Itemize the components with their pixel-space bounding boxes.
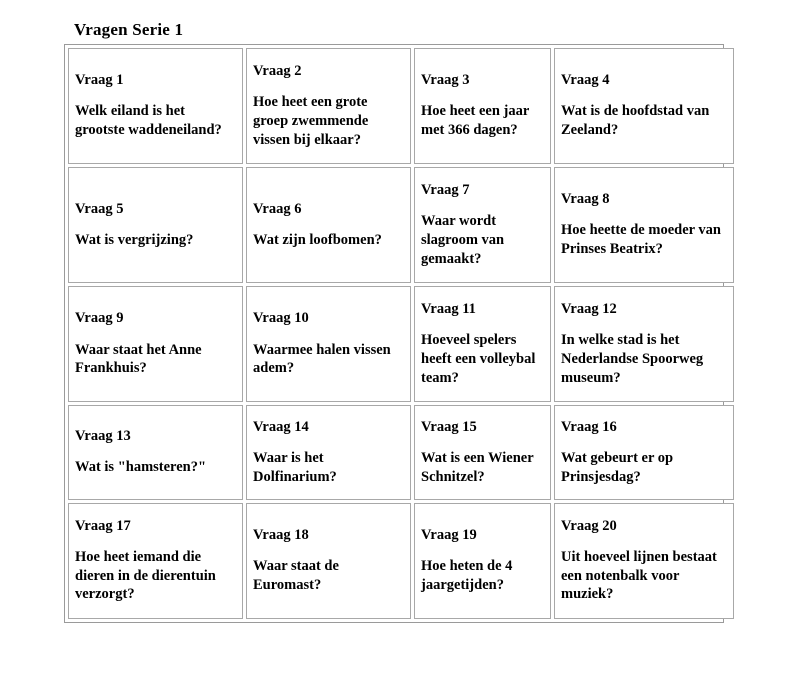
question-text: Wat is de hoofdstad van Zeeland? bbox=[561, 103, 710, 139]
question-number-label: Vraag 2 bbox=[253, 62, 302, 79]
question-text: Waar staat het Anne Frankhuis? bbox=[75, 341, 202, 377]
question-cell bbox=[246, 167, 411, 283]
question-grid-container bbox=[64, 44, 724, 623]
question-number-label: Vraag 4 bbox=[561, 72, 610, 89]
question-cell bbox=[554, 405, 734, 499]
question-cell bbox=[414, 405, 551, 499]
question-grid-body bbox=[68, 48, 734, 619]
question-number-label: Vraag 8 bbox=[561, 191, 610, 208]
question-cell bbox=[246, 503, 411, 619]
question-number-label: Vraag 12 bbox=[561, 301, 617, 318]
question-cell bbox=[246, 405, 411, 499]
question-grid-row bbox=[68, 167, 734, 283]
question-number-label: Vraag 19 bbox=[421, 527, 477, 543]
question-number-label: Vraag 6 bbox=[253, 200, 302, 217]
question-text: Wat zijn loofbomen? bbox=[253, 231, 382, 248]
question-text: Waarmee halen vissen adem? bbox=[253, 341, 391, 377]
question-number-label: Vraag 18 bbox=[253, 527, 309, 543]
question-cell bbox=[68, 503, 243, 619]
question-cell bbox=[554, 503, 734, 619]
question-text: Waar wordt slagroom van gemaakt? bbox=[421, 213, 505, 267]
question-number-label: Vraag 7 bbox=[421, 181, 470, 198]
question-grid-row bbox=[68, 286, 734, 402]
question-text: Wat gebeurt er op Prinsjesdag? bbox=[561, 449, 674, 485]
question-cell bbox=[68, 286, 243, 402]
question-number-label: Vraag 20 bbox=[561, 517, 617, 534]
question-text: Wat is een Wiener Schnitzel? bbox=[421, 449, 534, 485]
question-number-label: Vraag 1 bbox=[75, 72, 124, 89]
question-text: Hoe heet iemand die dieren in de dierentuin verzorgt? bbox=[75, 548, 216, 603]
question-text: Waar is het Dolfinarium? bbox=[253, 449, 337, 485]
question-text: In welke stad is het Nederlandse Spoorweg museum? bbox=[561, 332, 704, 386]
question-number-label: Vraag 10 bbox=[253, 310, 309, 327]
question-grid-row bbox=[68, 48, 734, 164]
question-text: Hoe heet een grote groep zwemmende vissen bij elkaar? bbox=[253, 93, 369, 148]
question-number-label: Vraag 9 bbox=[75, 310, 124, 327]
question-text: Wat is vergrijzing? bbox=[75, 231, 194, 248]
question-text: Hoe heette de moeder van Prinses Beatrix? bbox=[561, 222, 721, 258]
question-cell bbox=[414, 167, 551, 283]
question-text: Wat is "hamsteren?" bbox=[75, 459, 207, 476]
question-text: Hoe heten de 4 jaargetijden? bbox=[421, 558, 513, 593]
question-cell bbox=[246, 48, 411, 164]
question-number-label: Vraag 13 bbox=[75, 428, 131, 445]
question-number-label: Vraag 15 bbox=[421, 418, 477, 435]
question-grid bbox=[65, 45, 737, 622]
question-text: Hoe heet een jaar met 366 dagen? bbox=[421, 103, 530, 139]
question-text: Uit hoeveel lijnen bestaat een notenbalk voor muziek? bbox=[561, 548, 717, 603]
question-grid-row bbox=[68, 405, 734, 499]
question-cell bbox=[554, 167, 734, 283]
question-cell bbox=[68, 405, 243, 499]
question-number-label: Vraag 11 bbox=[421, 301, 476, 318]
page-title: Vragen Serie 1 bbox=[74, 20, 184, 39]
question-cell bbox=[68, 167, 243, 283]
question-text: Hoeveel spelers heeft een volleybal team? bbox=[421, 332, 536, 386]
question-cell bbox=[554, 48, 734, 164]
question-cell bbox=[414, 286, 551, 402]
question-text: Waar staat de Euromast? bbox=[253, 558, 339, 593]
question-cell bbox=[414, 48, 551, 164]
question-cell bbox=[68, 48, 243, 164]
question-cell bbox=[246, 286, 411, 402]
question-grid-row bbox=[68, 503, 734, 619]
question-number-label: Vraag 5 bbox=[75, 200, 124, 217]
question-number-label: Vraag 3 bbox=[421, 72, 470, 89]
question-number-label: Vraag 17 bbox=[75, 517, 131, 534]
question-cell bbox=[414, 503, 551, 619]
question-text: Welk eiland is het grootste waddeneiland? bbox=[75, 103, 222, 139]
question-cell bbox=[554, 286, 734, 402]
question-number-label: Vraag 16 bbox=[561, 418, 617, 435]
question-number-label: Vraag 14 bbox=[253, 418, 309, 435]
